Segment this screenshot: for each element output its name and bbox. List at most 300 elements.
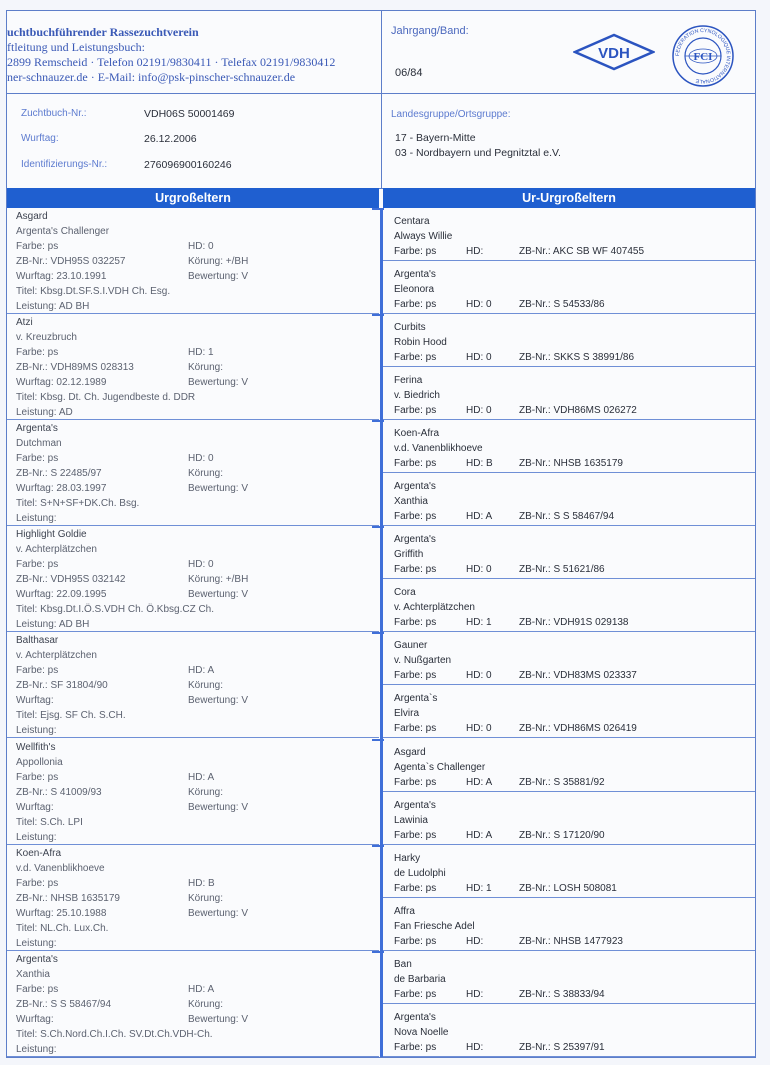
ident-value: 276096900160246: [144, 159, 232, 171]
color-field: Farbe: ps: [16, 771, 59, 783]
zb-number-field: ZB-Nr.: NHSB 1635179: [519, 458, 623, 470]
titles-field: Titel: S.Ch.Nord.Ch.I.Ch. SV.Dt.Ch.VDH-Ch.: [16, 1028, 213, 1040]
zb-number-field: ZB-Nr.: VDH86MS 026272: [519, 405, 637, 417]
landesgruppe-label: Landesgruppe/Ortsgruppe:: [391, 109, 511, 120]
ancestor-name: Gauner: [394, 640, 428, 652]
entry-line: [394, 745, 755, 760]
document-header: [7, 11, 755, 94]
zb-number-field: ZB-Nr.: S 41009/93: [16, 786, 102, 798]
great-great-grandparent-entry: [383, 632, 755, 685]
color-field: Farbe: ps: [16, 983, 59, 995]
color-field: Farbe: ps: [16, 241, 59, 252]
entry-line: [394, 866, 755, 881]
great-great-grandparent-entry: [383, 420, 755, 473]
entry-line: [394, 403, 755, 418]
hd-field: HD: 0: [188, 241, 214, 252]
color-field: Farbe: ps: [394, 405, 437, 417]
titles-field: Titel: Kbsg.Dt.I.Ö.S.VDH Ch. Ö.Kbsg.CZ Ch.: [16, 604, 215, 616]
entry-line: [394, 957, 755, 972]
zb-number-field: ZB-Nr.: VDH95S 032142: [16, 574, 126, 586]
entry-line: [394, 1025, 755, 1040]
hd-field: HD: A: [188, 983, 215, 995]
hd-field: HD: A: [188, 771, 215, 783]
jahrgang-label: Jahrgang/Band:: [391, 25, 469, 37]
ancestor-kennel: de Ludolphi: [394, 867, 446, 879]
birthdate-field: Wurftag:: [16, 801, 54, 813]
entry-line: [394, 532, 755, 547]
zb-number-field: ZB-Nr.: S S 58467/94: [519, 511, 615, 523]
great-great-grandparent-entry: [383, 951, 755, 1004]
color-field: Farbe: ps: [394, 352, 437, 364]
ancestor-name: Koen-Afra: [394, 428, 440, 440]
ancestor-name: Argenta's: [16, 953, 58, 965]
entry-line: [16, 876, 379, 891]
ancestor-kennel: Elvira: [394, 708, 420, 720]
entry-line: [394, 828, 755, 843]
entry-line: [16, 224, 379, 239]
hd-field: HD:: [466, 935, 484, 947]
zb-number-field: ZB-Nr.: S 35881/92: [519, 776, 605, 788]
hd-field: HD: A: [466, 829, 493, 841]
zb-number-field: ZB-Nr.: S 17120/90: [519, 829, 605, 841]
zb-number-field: ZB-Nr.: S 54533/86: [519, 299, 605, 311]
color-field: Farbe: ps: [394, 988, 437, 1000]
birthdate-field: Wurftag:: [16, 695, 54, 707]
zb-number-field: ZB-Nr.: SKKS S 38991/86: [519, 352, 635, 364]
entry-line: [394, 320, 755, 335]
pedigree-document: [6, 10, 756, 1058]
rating-field: Bewertung: V: [188, 377, 249, 389]
hd-field: HD: 0: [466, 723, 492, 735]
ancestor-kennel: Always Willie: [394, 231, 453, 242]
entry-line: [16, 785, 379, 800]
zb-number-field: ZB-Nr.: VDH89MS 028313: [16, 362, 134, 374]
titles-field: Titel: Kbsg. Dt. Ch. Jugendbeste d. DDR: [16, 392, 196, 404]
entry-line: [16, 345, 379, 360]
zuchtbuch-label: Zuchtbuch-Nr.:: [21, 108, 87, 119]
color-field: Farbe: ps: [394, 776, 437, 788]
entry-line: [394, 441, 755, 456]
zb-number-field: ZB-Nr.: S 25397/91: [519, 1041, 605, 1053]
ancestor-name: Harky: [394, 852, 421, 864]
zb-number-field: ZB-Nr.: S 51621/86: [519, 564, 605, 576]
ancestor-name: Curbits: [394, 322, 426, 334]
vdh-logo: [573, 33, 655, 71]
performance-field: Leistung:: [16, 513, 57, 525]
fci-logo-text: FCI: [693, 51, 713, 63]
great-great-grandparent-entry: [383, 739, 755, 792]
entry-line: [16, 496, 379, 511]
color-field: Farbe: ps: [394, 829, 437, 841]
entry-line: [394, 987, 755, 1002]
entry-line: [16, 436, 379, 451]
entry-line: [16, 602, 379, 617]
entry-line: [394, 229, 755, 244]
entry-line: [394, 426, 755, 441]
entry-line: [16, 678, 379, 693]
registration-info: [7, 93, 755, 189]
entry-line: [16, 390, 379, 405]
great-great-grandparent-entry: [383, 579, 755, 632]
entry-line: [16, 936, 379, 951]
entry-line: [16, 861, 379, 876]
entry-line: [394, 335, 755, 350]
rating-field: Bewertung: V: [188, 801, 249, 813]
titles-field: Titel: Ejsg. SF Ch. S.CH.: [16, 710, 126, 722]
urgrosseltern-heading: Urgroßeltern: [7, 188, 379, 208]
color-field: Farbe: ps: [394, 458, 437, 470]
hd-field: HD:: [466, 1041, 484, 1053]
titles-field: Titel: NL.Ch. Lux.Ch.: [16, 922, 109, 934]
entry-line: [394, 706, 755, 721]
entry-line: [394, 297, 755, 312]
zb-number-field: ZB-Nr.: S S 58467/94: [16, 998, 112, 1010]
ancestor-kennel: Xanthia: [394, 496, 428, 508]
entry-line: [394, 585, 755, 600]
entry-line: [394, 562, 755, 577]
color-field: Farbe: ps: [394, 299, 437, 311]
color-field: Farbe: ps: [394, 1041, 437, 1053]
entry-line: [394, 547, 755, 562]
hd-field: HD: 1: [188, 347, 214, 359]
entry-line: [394, 1010, 755, 1025]
ancestor-kennel: v. Achterplätzchen: [394, 602, 475, 614]
entry-line: [16, 770, 379, 785]
ancestor-kennel: Agenta`s Challenger: [394, 761, 486, 773]
ancestor-name: Highlight Goldie: [16, 529, 87, 541]
ancestor-kennel: v. Biedrich: [394, 390, 440, 402]
performance-field: Leistung:: [16, 831, 57, 843]
hd-field: HD: 0: [466, 352, 492, 364]
performance-field: Leistung:: [16, 725, 57, 737]
landesgruppe-line2: 03 - Nordbayern und Pegnitztal e.V.: [395, 147, 561, 159]
registration-numbers: [7, 93, 382, 188]
entry-line: [394, 509, 755, 524]
performance-field: Leistung: AD: [16, 407, 73, 419]
great-grandparent-entry: [7, 951, 379, 1057]
color-field: Farbe: ps: [394, 882, 437, 894]
great-grandparent-entry: [7, 420, 379, 526]
entry-line: [16, 421, 379, 436]
birthdate-field: Wurftag: 25.10.1988: [16, 907, 107, 919]
fci-ring-text: FEDERATION CYNOLOGIQUE INTERNATIONALE: [674, 27, 732, 85]
ancestor-kennel: Xanthia: [16, 968, 50, 980]
hd-field: HD:: [466, 988, 484, 1000]
entry-line: [16, 755, 379, 770]
entry-line: [16, 982, 379, 997]
entry-line: [394, 456, 755, 471]
entry-line: [394, 282, 755, 297]
zb-number-field: ZB-Nr.: NHSB 1635179: [16, 892, 120, 904]
entry-line: [16, 906, 379, 921]
entry-line: [394, 615, 755, 630]
ancestor-name: Argenta's: [16, 423, 58, 435]
ancestor-name: Affra: [394, 905, 415, 917]
color-field: Farbe: ps: [394, 670, 437, 682]
entry-line: [394, 1040, 755, 1055]
entry-line: [16, 254, 379, 269]
entry-line: [16, 315, 379, 330]
color-field: Farbe: ps: [394, 723, 437, 735]
great-great-grandparent-entry: [383, 208, 755, 261]
ancestor-kennel: v. Achterplätzchen: [16, 544, 97, 556]
ancestor-name: Cora: [394, 587, 416, 599]
koerung-field: Körung:: [188, 892, 224, 904]
great-grandparent-entry: [7, 739, 379, 845]
club-subtitle: ftleitung und Leistungsbuch:: [7, 40, 145, 54]
rating-field: Bewertung: V: [188, 271, 249, 282]
color-field: Farbe: ps: [16, 665, 59, 677]
hd-field: HD: A: [466, 511, 493, 523]
rating-field: Bewertung: V: [188, 1013, 249, 1025]
great-great-grandparent-entry: [383, 685, 755, 738]
hd-field: HD: A: [188, 665, 215, 677]
entry-line: [394, 350, 755, 365]
entry-line: [394, 373, 755, 388]
zb-number-field: ZB-Nr.: VDH83MS 023337: [519, 670, 637, 682]
entry-line: [16, 633, 379, 648]
entry-line: [394, 904, 755, 919]
club-phone: 2899 Remscheid · Telefon 02191/9830411 · Telefax 02191/9830412: [7, 55, 336, 69]
zb-number-field: ZB-Nr.: AKC SB WF 407455: [519, 246, 645, 257]
wurftag-label: Wurftag:: [21, 133, 59, 144]
ancestor-name: Asgard: [16, 211, 48, 222]
performance-field: Leistung: AD BH: [16, 619, 90, 631]
great-grandparent-entry: [7, 314, 379, 420]
ancestor-name: Ban: [394, 958, 412, 970]
color-field: Farbe: ps: [394, 617, 437, 629]
titles-field: Titel: S.Ch. LPI: [16, 816, 83, 828]
ident-label: Identifizierungs-Nr.:: [21, 159, 108, 170]
birthdate-field: Wurftag: 23.10.1991: [16, 271, 107, 282]
entry-line: [394, 244, 755, 259]
performance-field: Leistung:: [16, 1043, 57, 1055]
ancestor-kennel: de Barbaria: [394, 973, 446, 985]
hd-field: HD: 1: [466, 882, 492, 894]
zb-number-field: ZB-Nr.: S 22485/97: [16, 468, 102, 480]
ancestor-kennel: v.d. Vanenblikhoeve: [394, 443, 483, 455]
color-field: Farbe: ps: [394, 935, 437, 947]
ancestor-kennel: Eleonora: [394, 284, 435, 296]
hd-field: HD: 0: [466, 299, 492, 311]
ancestor-name: Atzi: [16, 317, 33, 329]
ancestor-name: Koen-Afra: [16, 847, 62, 859]
color-field: Farbe: ps: [394, 246, 437, 257]
rating-field: Bewertung: V: [188, 907, 249, 919]
ancestor-kennel: Griffith: [394, 549, 424, 561]
ancestor-kennel: Lawinia: [394, 814, 428, 826]
fci-logo: [672, 25, 734, 87]
ancestor-name: Argenta's: [394, 799, 436, 811]
entry-line: [394, 691, 755, 706]
ancestor-name: Argenta's: [394, 1011, 436, 1023]
entry-line: [16, 921, 379, 936]
entry-line: [16, 708, 379, 723]
entry-line: [16, 663, 379, 678]
entry-line: [16, 284, 379, 299]
ancestor-kennel: v.d. Vanenblikhoeve: [16, 862, 105, 874]
entry-line: [16, 1042, 379, 1057]
ancestor-name: Argenta's: [394, 534, 436, 546]
zb-number-field: ZB-Nr.: NHSB 1477923: [519, 935, 623, 947]
hd-field: HD: 0: [466, 564, 492, 576]
entry-line: [16, 375, 379, 390]
wurftag-value: 26.12.2006: [144, 133, 197, 145]
entry-line: [16, 466, 379, 481]
entry-line: [16, 587, 379, 602]
entry-line: [394, 721, 755, 736]
hd-field: HD: 0: [466, 670, 492, 682]
ur-urgrosseltern-heading: Ur-Urgroßeltern: [383, 188, 755, 208]
entry-line: [394, 934, 755, 949]
zb-number-field: ZB-Nr.: SF 31804/90: [16, 680, 108, 692]
hd-field: HD: B: [466, 458, 493, 470]
rating-field: Bewertung: V: [188, 589, 249, 601]
entry-line: [16, 997, 379, 1012]
koerung-field: Körung: +/BH: [188, 574, 249, 586]
hd-field: HD: 0: [188, 559, 214, 571]
entry-line: [16, 572, 379, 587]
entry-line: [394, 638, 755, 653]
ancestor-name: Wellfith's: [16, 741, 56, 753]
ancestor-name: Argenta's: [394, 481, 436, 493]
koerung-field: Körung:: [188, 362, 224, 374]
entry-line: [16, 557, 379, 572]
entry-line: [16, 648, 379, 663]
entry-line: [16, 511, 379, 526]
vdh-logo-text: VDH: [598, 45, 630, 62]
hd-field: HD: 0: [188, 453, 214, 465]
great-grandparent-entry: [7, 526, 379, 632]
zb-number-field: ZB-Nr.: VDH91S 029138: [519, 617, 629, 629]
zb-number-field: ZB-Nr.: LOSH 508081: [519, 882, 617, 894]
color-field: Farbe: ps: [16, 877, 59, 889]
entry-line: [394, 919, 755, 934]
entry-line: [16, 269, 379, 284]
color-field: Farbe: ps: [16, 453, 59, 465]
entry-line: [394, 267, 755, 282]
entry-line: [16, 239, 379, 254]
koerung-field: Körung: +/BH: [188, 256, 249, 267]
great-great-grandparent-entry: [383, 845, 755, 898]
entry-line: [16, 815, 379, 830]
rating-field: Bewertung: V: [188, 483, 249, 495]
hd-field: HD: A: [466, 776, 493, 788]
jahrgang-value: 06/84: [395, 67, 423, 79]
birthdate-field: Wurftag:: [16, 1013, 54, 1025]
club-name: uchtbuchführender Rassezuchtverein: [7, 25, 199, 39]
ancestor-kennel: v. Kreuzbruch: [16, 332, 77, 344]
entry-line: [16, 451, 379, 466]
ancestor-kennel: Dutchman: [16, 438, 62, 450]
club-address-block: [7, 11, 382, 93]
koerung-field: Körung:: [188, 680, 224, 692]
great-grandparent-entry: [7, 208, 379, 314]
entry-line: [16, 1027, 379, 1042]
entry-line: [394, 851, 755, 866]
ancestor-name: Balthasar: [16, 635, 59, 647]
great-great-grandparent-entry: [383, 473, 755, 526]
koerung-field: Körung:: [188, 998, 224, 1010]
entry-line: [16, 830, 379, 845]
hd-field: HD:: [466, 246, 484, 257]
koerung-field: Körung:: [188, 468, 224, 480]
entry-line: [394, 668, 755, 683]
entry-line: [16, 891, 379, 906]
ancestor-kennel: Appollonia: [16, 756, 63, 768]
hd-field: HD: 0: [466, 405, 492, 417]
great-grandparent-entry: [7, 845, 379, 951]
ancestor-kennel: v. Achterplätzchen: [16, 650, 97, 662]
ancestor-name: Argenta's: [394, 269, 436, 281]
color-field: Farbe: ps: [394, 564, 437, 576]
entry-line: [394, 653, 755, 668]
great-great-grandparent-entry: [383, 1004, 755, 1057]
entry-line: [16, 693, 379, 708]
great-great-grandparent-entry: [383, 792, 755, 845]
great-great-grandparent-entry: [383, 261, 755, 314]
zb-number-field: ZB-Nr.: VDH86MS 026419: [519, 723, 637, 735]
birthdate-field: Wurftag: 22.09.1995: [16, 589, 107, 601]
ancestor-kennel: Argenta's Challenger: [16, 226, 110, 237]
great-great-grandparent-entry: [383, 314, 755, 367]
koerung-field: Körung:: [188, 786, 224, 798]
hd-field: HD: B: [188, 877, 215, 889]
great-great-grandparent-entry: [383, 526, 755, 579]
club-web-email: ner-schnauzer.de · E-Mail: info@psk-pinscher-schnauzer.de: [7, 70, 296, 84]
entry-line: [16, 360, 379, 375]
performance-field: Leistung:: [16, 937, 57, 949]
entry-line: [16, 723, 379, 738]
titles-field: Titel: S+N+SF+DK.Ch. Bsg.: [16, 498, 140, 510]
great-great-grandparent-entry: [383, 898, 755, 951]
ancestor-kennel: v. Nußgarten: [394, 655, 452, 667]
entry-line: [16, 405, 379, 420]
great-grandparent-entry: [7, 632, 379, 738]
entry-line: [16, 967, 379, 982]
ancestor-name: Asgard: [394, 746, 426, 758]
entry-line: [394, 600, 755, 615]
entry-line: [394, 388, 755, 403]
hd-field: HD: 1: [466, 617, 492, 629]
entry-line: [394, 760, 755, 775]
entry-line: [16, 527, 379, 542]
color-field: Farbe: ps: [16, 347, 59, 359]
birthdate-field: Wurftag: 28.03.1997: [16, 483, 107, 495]
entry-line: [394, 881, 755, 896]
entry-line: [394, 972, 755, 987]
entry-line: [16, 617, 379, 632]
entry-line: [394, 479, 755, 494]
entry-line: [394, 775, 755, 790]
entry-line: [394, 494, 755, 509]
entry-line: [394, 813, 755, 828]
entry-line: [16, 209, 379, 224]
performance-field: Leistung: AD BH: [16, 301, 90, 312]
entry-line: [394, 214, 755, 229]
color-field: Farbe: ps: [394, 511, 437, 523]
rating-field: Bewertung: V: [188, 695, 249, 707]
zb-number-field: ZB-Nr.: S 38833/94: [519, 988, 605, 1000]
entry-line: [16, 330, 379, 345]
ancestor-name: Ferina: [394, 375, 423, 387]
zb-number-field: ZB-Nr.: VDH95S 032257: [16, 256, 126, 267]
great-great-grandparent-entry: [383, 367, 755, 420]
ancestor-kennel: Fan Friesche Adel: [394, 920, 475, 932]
entry-line: [16, 542, 379, 557]
entry-line: [16, 800, 379, 815]
ancestor-kennel: Robin Hood: [394, 337, 447, 349]
